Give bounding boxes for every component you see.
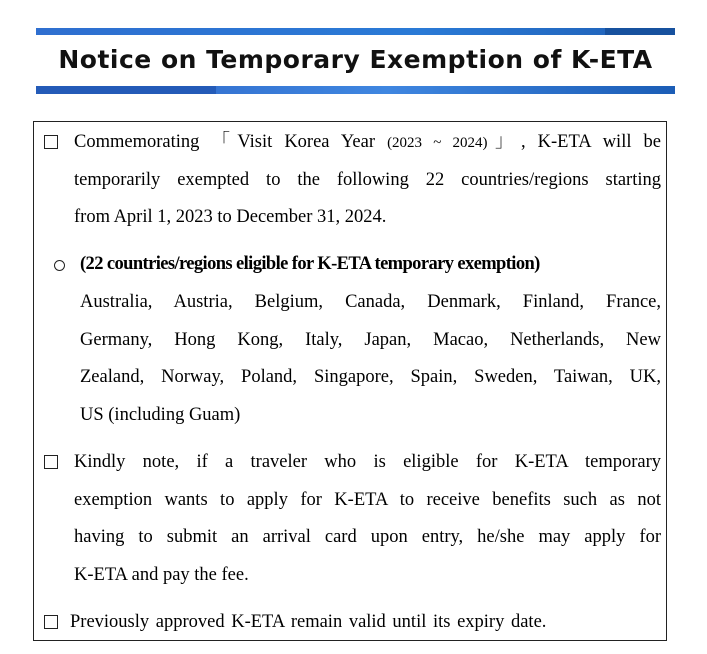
text-line: temporarily exempted to the following 22 countries/regions starting [74,169,661,190]
text-line: having to submit an arrival card upon entry, he/she may apply for [74,527,661,547]
checkbox-square-icon [44,455,58,469]
eligible-countries-list [80,284,661,434]
notice-item-previously-approved [70,604,630,642]
bullet-circle-icon [54,260,65,271]
text-line: Commemorating 「Visit Korea Year (2023 ~ 2024)」, K-ETA will be [74,132,661,152]
notice-item-commemorating [74,124,661,237]
text-line: Germany, Hong Kong, Italy, Japan, Macao, Netherlands, New [80,329,661,350]
text-line: from April 1, 2023 to December 31, 2024. [74,207,387,227]
checkbox-square-icon [44,135,58,149]
banner-top-stripe [36,28,675,35]
banner-bottom-stripe [36,86,675,94]
eligible-countries-heading: (22 countries/regions eligible for K-ETA temporary exemption) [80,254,540,274]
text-line: US (including Guam) [80,404,241,425]
notice-item-kindly-note [74,444,661,594]
page-title: Notice on Temporary Exemption of K-ETA [58,45,653,74]
title-banner [36,28,675,94]
text-line: Kindly note, if a traveler who is eligible for K-ETA temporary [74,452,661,472]
text-line: Australia, Austria, Belgium, Canada, Denmark, Finland, France, [80,292,661,312]
text-line: K-ETA and pay the fee. [74,564,249,585]
text-line: Previously approved K-ETA remain valid until its expiry date. [70,612,547,632]
text-line: exemption wants to apply for K-ETA to receive benefits such as not [74,489,661,510]
text-line: Zealand, Norway, Poland, Singapore, Spain, Sweden, Taiwan, UK, [80,367,661,387]
checkbox-square-icon [44,615,58,629]
